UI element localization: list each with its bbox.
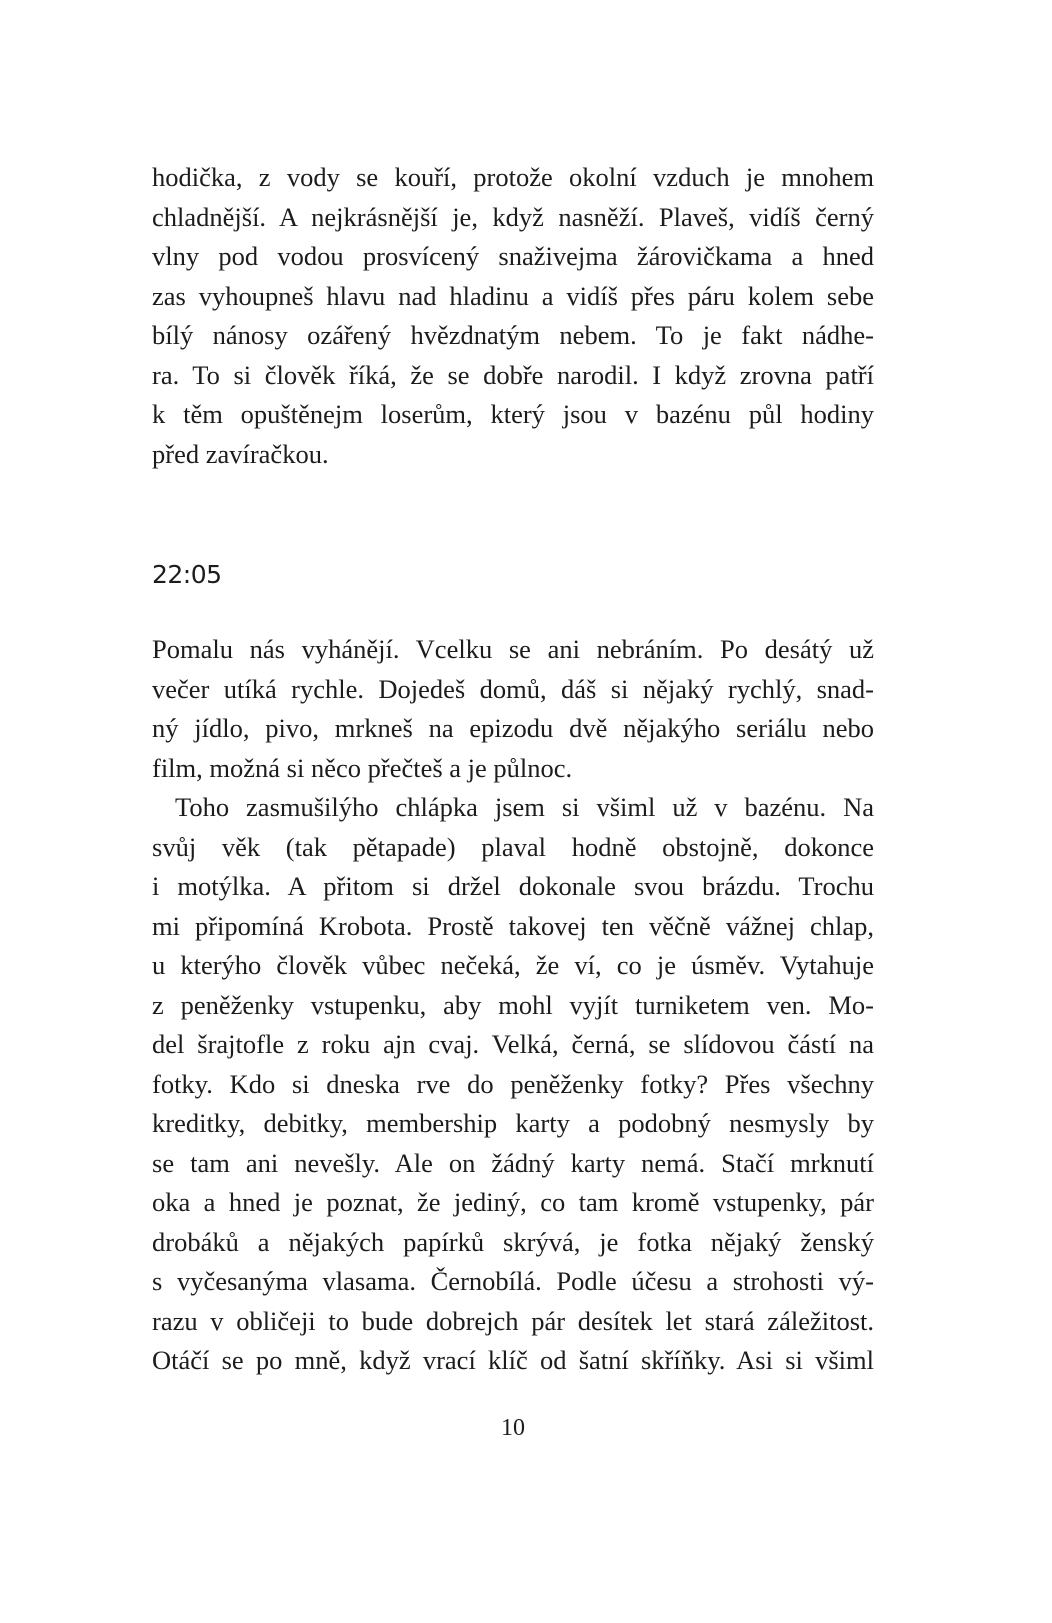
- page-number: 10: [501, 1415, 525, 1441]
- text-line: z peněženky vstupenku, aby mohl vyjít turniketem ven. Mo-: [152, 989, 874, 1020]
- section-body: [152, 630, 874, 1381]
- text-line: film, možná si něco přečteš a je půlnoc.: [152, 752, 573, 783]
- text-line: svůj věk (tak pětapade) plaval hodně obstojně, dokonce: [152, 831, 874, 862]
- text-line: fotky. Kdo si dneska rve do peněženky fotky? Přes všechny: [152, 1068, 874, 1099]
- text-line: bílý nánosy ozářený hvězdnatým nebem. To je fakt nádhe-: [152, 320, 874, 350]
- text-line: Pomalu nás vyhánějí. Vcelku se ani nebráním. Po desátý už: [152, 634, 874, 664]
- text-line: u kterýho člověk vůbec nečeká, že ví, co je úsměv. Vytahuje: [152, 950, 874, 980]
- paragraph: [152, 788, 874, 1381]
- paragraph: [152, 630, 874, 788]
- text-line: s vyčesanýma vlasama. Černobílá. Podle účesu a strohosti vý-: [152, 1266, 874, 1296]
- text-line: ra. To si člověk říká, že se dobře narodil. I když zrovna patří: [152, 359, 874, 390]
- text-line: Otáčí se po mně, když vrací klíč od šatní skříňky. Asi si všiml: [152, 1345, 874, 1375]
- text-line: hodička, z vody se kouří, protože okolní vzduch je mnohem: [152, 162, 874, 192]
- text-line: kreditky, debitky, membership karty a podobný nesmysly by: [152, 1108, 874, 1138]
- text-line: del šrajtofle z roku ajn cvaj. Velká, černá, se slídovou částí na: [152, 1029, 874, 1059]
- text-line: ný jídlo, pivo, mrkneš na epizodu dvě nějakýho seriálu nebo: [152, 713, 874, 743]
- text-line: večer utíká rychle. Dojedeš domů, dáš si nějaký rychlý, snad-: [152, 673, 874, 704]
- text-line: vlny pod vodou prosvícený snaživejma žárovičkama a hned: [152, 241, 874, 271]
- text-line: i motýlka. A přitom si držel dokonale svou brázdu. Trochu: [152, 871, 874, 901]
- text-line: k těm opuštěnejm loserům, který jsou v bazénu půl hodiny: [152, 399, 874, 429]
- continuation-paragraph: [152, 158, 874, 474]
- text-line: drobáků a nějakých papírků skrývá, je fotka nějaký ženský: [152, 1226, 874, 1257]
- text-line: mi připomíná Krobota. Prostě takovej ten věčně vážnej chlap,: [152, 910, 874, 941]
- section-heading-time: 22:05: [152, 560, 222, 589]
- text-line: se tam ani nevešly. Ale on žádný karty nemá. Stačí mrknutí: [152, 1147, 874, 1178]
- text-line: chladnější. A nejkrásnější je, když nasněží. Plaveš, vidíš černý: [152, 201, 874, 232]
- text-line: razu v obličeji to bude dobrejch pár desítek let stará záležitost.: [152, 1305, 874, 1336]
- text-line: oka a hned je poznat, že jediný, co tam kromě vstupenky, pár: [152, 1187, 874, 1217]
- text-line: zas vyhoupneš hlavu nad hladinu a vidíš přes páru kolem sebe: [152, 280, 874, 311]
- text-line: Toho zasmušilýho chlápka jsem si všiml už v bazénu. Na: [175, 792, 874, 822]
- text-line: před zavíračkou.: [152, 438, 329, 469]
